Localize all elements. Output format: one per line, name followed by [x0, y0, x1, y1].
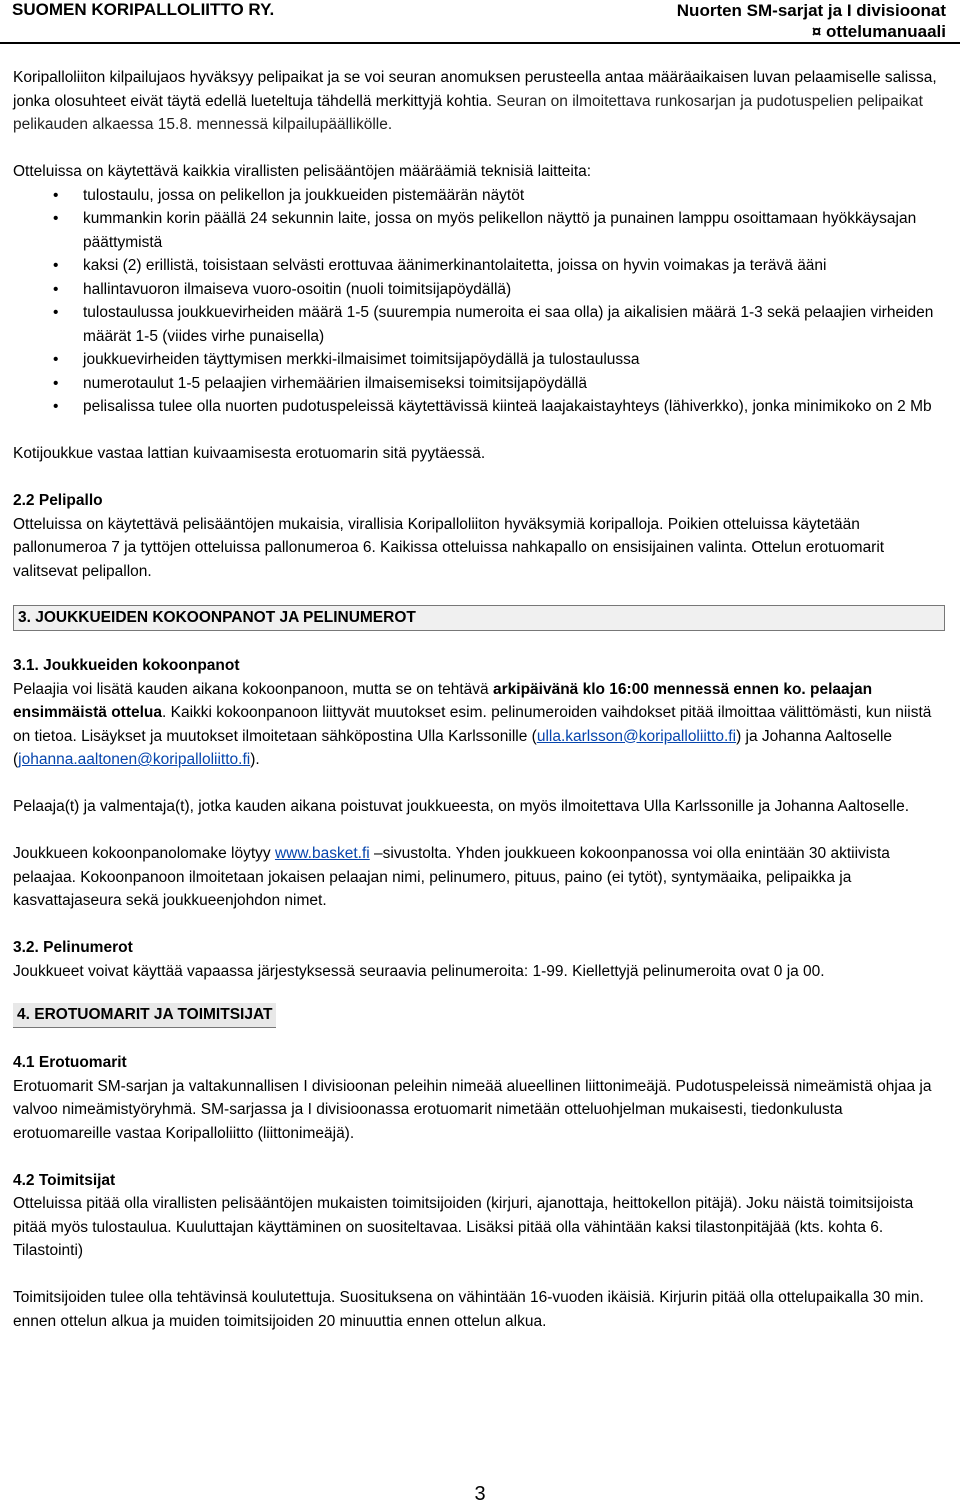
list-item: • tulostaulussa joukkuevirheiden määrä 1-5 (suurempia numeroita ei saa olla) ja aikalisien määrä 1-3 sekä pelaajien virheiden määrät 1-5 (viides virhe punaisella) — [13, 301, 945, 348]
section-3-1-paragraph-2: Pelaaja(t) ja valmentaja(t), jotka kauden aikana poistuvat joukkueesta, on myös ilmoitettava Ulla Karlssonille ja Johanna Aaltoselle. — [13, 798, 910, 815]
section-3-2-heading: 3.2. Pelinumerot — [13, 939, 133, 956]
text-span: . Kaikki kokoonpanoon liittyvät muutokset esim. pelinumeroiden vaihdokset pitää ilmoittaa välittömästi, kun niistä on tietoa. Lisäykset ja muutokset ilmoitetaan sähköpostina Ulla Karlssonille ( — [13, 704, 932, 745]
section-4-1-heading: 4.1 Erotuomarit — [13, 1054, 127, 1071]
basket-fi-link[interactable]: www.basket.fi — [274, 845, 370, 862]
section-3-2-text: Joukkueet voivat käyttää vapaassa järjestyksessä seuraavia pelinumeroita: 1-99. Kiellettyjä pelinumeroita ovat 0 ja 00. — [13, 962, 825, 980]
intro-text-a: Koripalloliiton kilpailujaos hyväksyy pelipaikat ja se voi seuran anomuksen perusteella antaa määräaikaisen luvan pelaamiselle salissa, jonka olosuhteet eivät täytä edellä lueteltuja tähdellä merkittyjä kohtia. — [13, 69, 937, 110]
list-item: • hallintavuoron ilmaiseva vuoro-osoitin (nuoli toimitsijapöydällä) — [13, 278, 945, 302]
document-title-line2: ¤ ottelumanuaali — [811, 22, 946, 41]
list-item: • joukkuevirheiden täyttymisen merkki-ilmaisimet toimitsijapöydällä ja tulostaulussa — [13, 348, 945, 372]
section-4-2-text-2: Toimitsijoiden tulee olla tehtävinsä koulutettuja. Suosituksena on vähintään 16-vuoden ikäisiä. Kirjurin pitää olla ottelupaikalla 30 min. ennen ottelun alkua ja muiden toimitsijoiden 20 minuuttia ennen ottelun alkua. — [13, 1289, 924, 1330]
section-3-1-paragraph-3 — [13, 842, 945, 913]
email-link-johanna[interactable]: johanna.aaltonen@koripalloliitto.fi — [18, 751, 251, 768]
document-title — [677, 0, 946, 42]
organization-name: SUOMEN KORIPALLOLIITTO RY. — [12, 0, 275, 19]
list-item: • tulostaulu, jossa on pelikellon ja joukkueiden pistemäärän näytöt — [13, 184, 945, 208]
intro-text-b: Seuran on ilmoitettava runkosarjan ja pudotuspelien pelipaikat pelikauden alkaessa 15.8. mennessä kilpailupäällikölle. — [13, 92, 923, 133]
equipment-list — [13, 184, 945, 419]
list-item: • kummankin korin päällä 24 sekunnin laite, jossa on myös pelikellon näyttö ja punainen lamppu osoittamaan hyökkäysajan päättymistä — [13, 207, 945, 254]
section-3-1-heading: 3.1. Joukkueiden kokoonpanot — [13, 657, 240, 674]
section-3-banner: 3. JOUKKUEIDEN KOKOONPANOT JA PELINUMEROT — [13, 605, 945, 631]
section-2-2-text: Otteluissa on käytettävä pelisääntöjen mukaisia, virallisia Koripalloliiton hyväksymiä koripalloja. Poikien otteluissa käytetään pallonumeroa 7 ja tyttöjen otteluissa pallonumeroa 6. Kaikissa otteluissa nahkapallo on ensisijainen valinta. Ottelun erotuomarit valitsevat pelipallon. — [13, 515, 885, 580]
text-span: ) ja Johanna Aaltoselle ( — [13, 727, 893, 768]
text-span: Pelaajia voi lisätä kauden aikana kokoonpanoon, mutta se on tehtävä — [13, 680, 493, 698]
floor-note: Kotijoukkue vastaa lattian kuivaamisesta erotuomarin sitä pyytäessä. — [13, 445, 486, 462]
text-span: –sivustolta. Yhden joukkueen kokoonpanossa voi olla enintään 30 aktiivista pelaajaa. Kokoonpanoon ilmoitetaan jokaisen pelaajan nimi, pelinumero, pituus, paino (ei tytöt), syntymäaika, pelipaikka ja kasvattajaseura sekä joukkueenjohdon nimet. — [13, 845, 890, 909]
section-4-2-heading: 4.2 Toimitsijat — [13, 1171, 116, 1189]
list-item: • pelisalissa tulee olla nuorten pudotuspeleissä käytettävissä kiinteä laajakaistayhteys (lähiverkko), jonka minimikoko on 2 Mb — [13, 395, 945, 419]
page-number: 3 — [474, 1483, 486, 1505]
intro-paragraph — [13, 66, 945, 137]
list-item: • numerotaulut 1-5 pelaajien virhemäärien ilmaisemiseksi toimitsijapöydällä — [13, 372, 945, 396]
list-item: • kaksi (2) erillistä, toisistaan selvästi erottuvaa äänimerkinantolaitetta, joissa on hyvin voimakas ja terävä ääni — [13, 254, 945, 278]
email-link-ulla[interactable]: ulla.karlsson@koripalloliitto.fi — [536, 727, 737, 745]
document-body — [13, 66, 945, 1333]
section-4-banner: 4. EROTUOMARIT JA TOIMITSIJAT — [13, 1003, 276, 1028]
section-4-1-text: Erotuomarit SM-sarjan ja valtakunnallisen I divisioonan peleihin nimeää alueellinen liittonimeäjä. Pudotuspeleissä nimeämistä ohjaa ja valvoo nimeämistyöryhmä. SM-sarjassa ja I divisioonassa erotuomarit nimetään otteluohjelman mukaisesti, tiedonkulusta erotuomareille vastaa Koripalloliitto (liittonimeäjä). — [13, 1077, 932, 1142]
section-2-2-heading: 2.2 Pelipallo — [13, 492, 103, 509]
section-4-2-text-1: Otteluissa pitää olla virallisten pelisääntöjen mukaisten toimitsijoiden (kirjuri, ajanottaja, heittokellon pitäjä). Joku näistä toimitsijoista pitää myös tulostaulua. Kuuluttajan käyttäminen on suositeltavaa. Lisäksi pitää olla vähintään kaksi tilastonpitäjää (kts. kohta 6. Tilastointi) — [13, 1195, 914, 1259]
section-3-1-text — [13, 678, 945, 772]
page-header — [0, 0, 960, 44]
text-span: Joukkueen kokoonpanolomake löytyy — [13, 845, 275, 862]
deadline-text: arkipäivänä klo 16:00 mennessä ennen ko. pelaajan ensimmäistä ottelua — [13, 680, 873, 721]
equipment-intro: Otteluissa on käytettävä kaikkia virallisten pelisääntöjen määräämiä teknisiä laitteita: — [13, 163, 592, 180]
section-4-banner-wrap — [13, 1003, 945, 1028]
text-span: ). — [250, 751, 260, 768]
document-title-line1: Nuorten SM-sarjat ja I divisioonat — [676, 1, 946, 20]
